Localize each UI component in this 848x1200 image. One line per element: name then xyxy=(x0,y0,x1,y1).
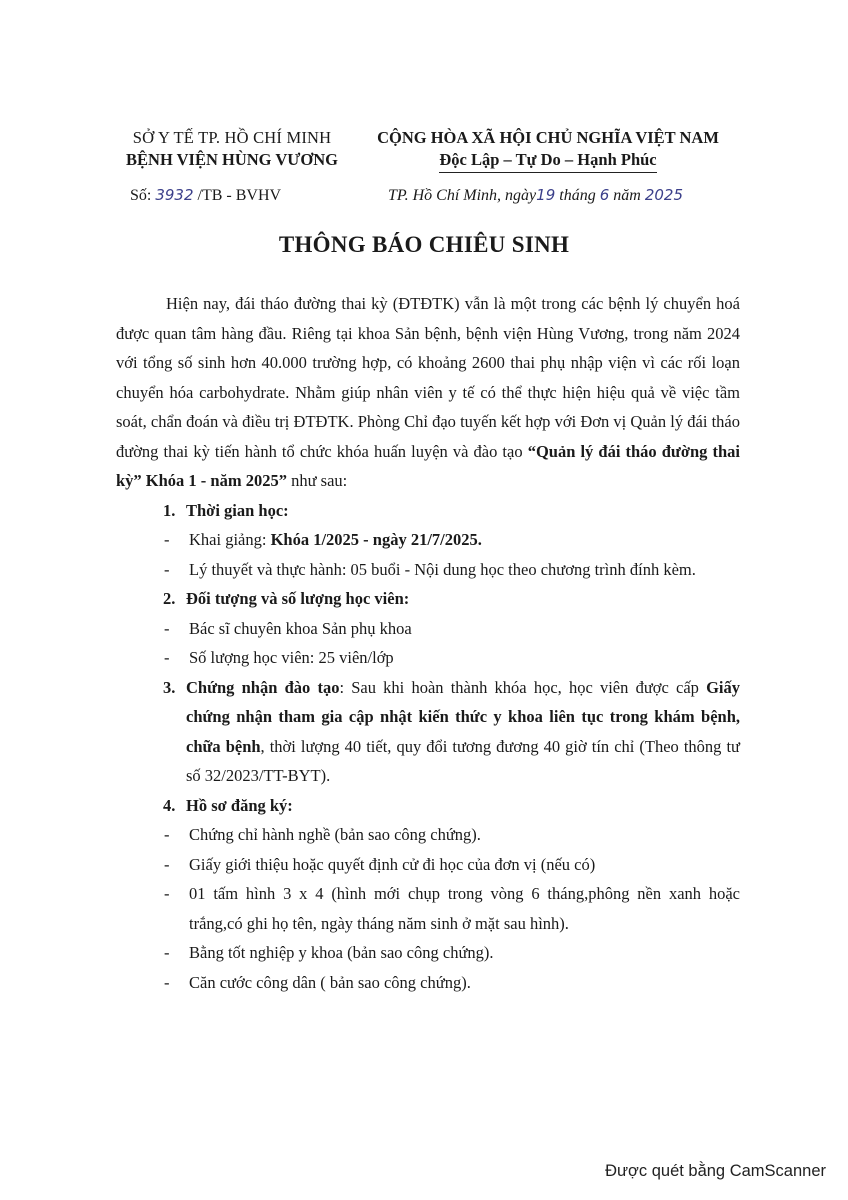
item-text: Khai giảng: xyxy=(189,530,271,549)
intro-paragraph xyxy=(116,289,740,496)
doc-number-handwritten: 3932 xyxy=(155,186,194,204)
intro-text: Hiện nay, đái tháo đường thai kỳ (ĐTĐTK) vẫn là một trong các bệnh lý chuyển hoá được quan tâm hàng đầu. Riêng tại khoa Sản bệnh, bệnh viện Hùng Vương, trong năm 2024 với tổng số sinh hơn 40.000 trường hợp, có khoảng 2600 thai phụ nhập viện vì các rối loạn chuyển hóa carbohydrate. Nhằm giúp nhân viên y tế có thể thực hiện hiệu quả về việc tầm soát, chẩn đoán và điều trị ĐTĐTK. Phòng Chỉ đạo tuyến kết hợp với Đơn vị Quản lý đái tháo đường thai kỳ tiến hành tổ chức khóa huấn luyện và đào tạo xyxy=(116,294,740,461)
dash-bullet: - xyxy=(164,825,170,844)
dash-bullet: - xyxy=(164,618,170,638)
list-item xyxy=(116,614,740,644)
item-text: Bằng tốt nghiệp y khoa (bản sao công chứng). xyxy=(189,943,494,962)
list-item xyxy=(116,525,740,555)
date-prefix: TP. Hồ Chí Minh, ngày xyxy=(388,187,537,204)
section-number: 4. xyxy=(163,795,176,815)
section-text-end: , thời lượng 40 tiết, quy đổi tương đương 40 giờ tín chỉ (Theo thông tư số 32/2023/TT-BYT). xyxy=(186,736,740,785)
date-year-label: năm xyxy=(613,187,641,204)
issuer-org: SỞ Y TẾ TP. HỒ CHÍ MINH xyxy=(132,128,332,147)
dash-bullet: - xyxy=(164,943,170,962)
list-item xyxy=(116,820,740,850)
section-number: 2. xyxy=(163,589,176,608)
course-name: “Quản lý đái tháo đường thai kỳ” Khóa 1 - năm 2025” xyxy=(116,441,740,490)
doc-suffix: /TB - BVHV xyxy=(197,187,282,204)
scanner-watermark: Được quét bằng CamScanner xyxy=(605,1162,826,1180)
section-heading-schedule xyxy=(116,496,740,526)
item-text: Số lượng học viên: 25 viên/lớp xyxy=(189,648,394,667)
list-item xyxy=(116,555,740,585)
date-year: 2025 xyxy=(644,186,683,204)
list-item xyxy=(116,938,740,968)
nation-name: CỘNG HÒA XÃ HỘI CHỦ NGHĨA VIỆT NAM xyxy=(377,128,719,147)
list-item xyxy=(116,850,740,880)
section-heading-documents xyxy=(116,791,740,821)
section-title: Đối tượng và số lượng học viên: xyxy=(186,589,410,608)
date-month: 6 xyxy=(599,186,610,204)
national-header xyxy=(358,127,738,173)
section-heading-audience xyxy=(116,584,740,614)
issuer-hospital: BỆNH VIỆN HÙNG VƯƠNG xyxy=(126,150,338,169)
item-text: Chứng chỉ hành nghề (bản sao công chứng). xyxy=(189,825,481,844)
section-text: : Sau khi hoàn thành khóa học, học viên được cấp xyxy=(339,677,707,697)
section-title: Thời gian học: xyxy=(186,500,289,520)
item-bold-text: Khóa 1/2025 - ngày 21/7/2025. xyxy=(270,530,482,549)
nation-motto: Độc Lập – Tự Do – Hạnh Phúc xyxy=(439,149,656,173)
item-text: Giấy giới thiệu hoặc quyết định cử đi học của đơn vị (nếu có) xyxy=(189,854,596,874)
dash-bullet: - xyxy=(164,559,170,579)
list-item xyxy=(116,968,740,998)
item-text: 01 tấm hình 3 x 4 (hình mới chụp trong vòng 6 tháng,phông nền xanh hoặc trắng,có ghi họ tên, ngày tháng năm sinh ở mặt sau hình). xyxy=(189,884,740,933)
dash-bullet: - xyxy=(164,648,170,667)
section-title: Chứng nhận đào tạo xyxy=(186,677,340,697)
document-number xyxy=(130,186,281,205)
item-text: Lý thuyết và thực hành: 05 buổi - Nội dung học theo chương trình đính kèm. xyxy=(189,559,696,579)
dash-bullet: - xyxy=(164,884,170,903)
intro-text-end: như sau: xyxy=(286,471,348,490)
date-month-label: tháng xyxy=(559,187,596,204)
section-certificate xyxy=(116,673,740,791)
certificate-name: Giấy chứng nhận tham gia cập nhật kiến thức y khoa liên tục trong khám bệnh, chữa bệnh xyxy=(186,677,741,756)
section-number: 3. xyxy=(163,677,176,697)
item-text: Căn cước công dân ( bản sao công chứng). xyxy=(189,972,471,992)
section-number: 1. xyxy=(163,500,176,520)
dash-bullet: - xyxy=(164,972,170,992)
doc-prefix: Số: xyxy=(130,187,152,204)
date-day: 19 xyxy=(536,186,556,204)
issuer-block xyxy=(112,127,352,171)
page-title: THÔNG BÁO CHIÊU SINH xyxy=(278,232,570,257)
item-text: Bác sĩ chuyên khoa Sản phụ khoa xyxy=(189,618,412,638)
dash-bullet: - xyxy=(164,530,170,549)
date-line xyxy=(388,186,683,205)
document-body xyxy=(116,289,740,997)
section-title: Hồ sơ đăng ký: xyxy=(186,795,293,815)
list-item xyxy=(116,879,740,938)
dash-bullet: - xyxy=(164,854,170,874)
list-item xyxy=(116,643,740,673)
